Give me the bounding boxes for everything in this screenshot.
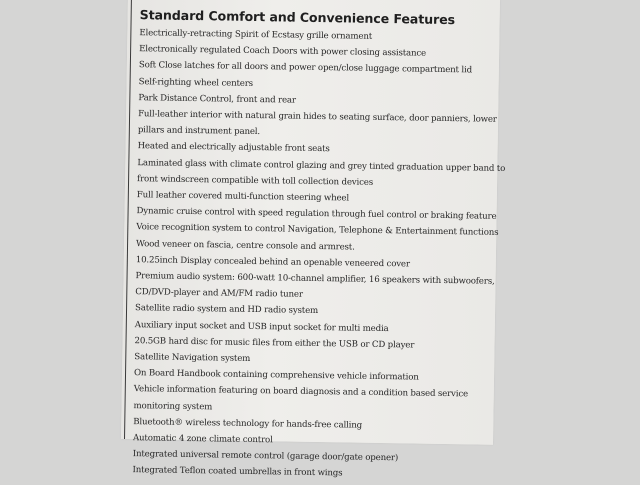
feature-line: Full-leather interior with natural grain hides to seating surface, door panniers, lower <box>138 109 497 125</box>
feature-line: Park Distance Control, front and rear <box>138 92 296 106</box>
feature-line: 20.5GB hard disc for music files from either the USB or CD player <box>134 336 415 351</box>
feature-line: monitoring system <box>133 400 213 413</box>
feature-line: Electronically regulated Coach Doors with power closing assistance <box>139 44 427 59</box>
feature-line: Automatic 4 zone climate control <box>132 433 273 446</box>
feature-line: Voice recognition system to control Navigation, Telephone & Entertainment functions <box>136 222 499 239</box>
feature-line: Premium audio system: 600-watt 10-channel amplifier, 16 speakers with subwoofers, <box>135 271 495 287</box>
feature-line: Laminated glass with climate control glazing and grey tinted graduation upper band to <box>137 157 506 174</box>
feature-line: Auxiliary input socket and USB input socket for multi media <box>134 319 389 334</box>
document-content <box>132 7 506 484</box>
document-sheet <box>121 0 506 479</box>
feature-line: On Board Handbook containing comprehensive vehicle information <box>133 368 419 383</box>
feature-line: Soft Close latches for all doors and power open/close luggage compartment lid <box>138 60 473 76</box>
feature-line: Self-righting wheel centers <box>138 76 254 89</box>
feature-line: Satellite Navigation system <box>134 352 251 365</box>
feature-list <box>132 25 506 484</box>
feature-line: Satellite radio system and HD radio system <box>134 303 319 317</box>
feature-line: 10.25inch Display concealed behind an openable veneered cover <box>135 255 410 270</box>
feature-line: Bluetooth® wireless technology for hands-free calling <box>133 417 363 431</box>
feature-line: Electrically-retracting Spirit of Ecstasy grille ornament <box>139 28 373 42</box>
left-margin-rule <box>124 0 132 439</box>
feature-line: CD/DVD-player and AM/FM radio tuner <box>135 287 303 301</box>
page-title: Standard Comfort and Convenience Features <box>139 7 456 28</box>
feature-line: Vehicle information featuring on board diagnosis and a condition based service <box>133 384 469 400</box>
feature-line: pillars and instrument panel. <box>137 125 261 138</box>
feature-line: front windscreen compatible with toll collection devices <box>137 173 374 188</box>
feature-line: Integrated Teflon coated umbrellas in front wings <box>132 465 343 479</box>
feature-line: Integrated universal remote control (garage door/gate opener) <box>132 449 399 464</box>
feature-line: Wood veneer on fascia, centre console and armrest. <box>135 238 355 253</box>
feature-line: Dynamic cruise control with speed regulation through fuel control or braking feature <box>136 206 497 223</box>
feature-line: Full leather covered multi-function steering wheel <box>136 190 350 204</box>
feature-line: Heated and electrically adjustable front seats <box>137 141 330 155</box>
